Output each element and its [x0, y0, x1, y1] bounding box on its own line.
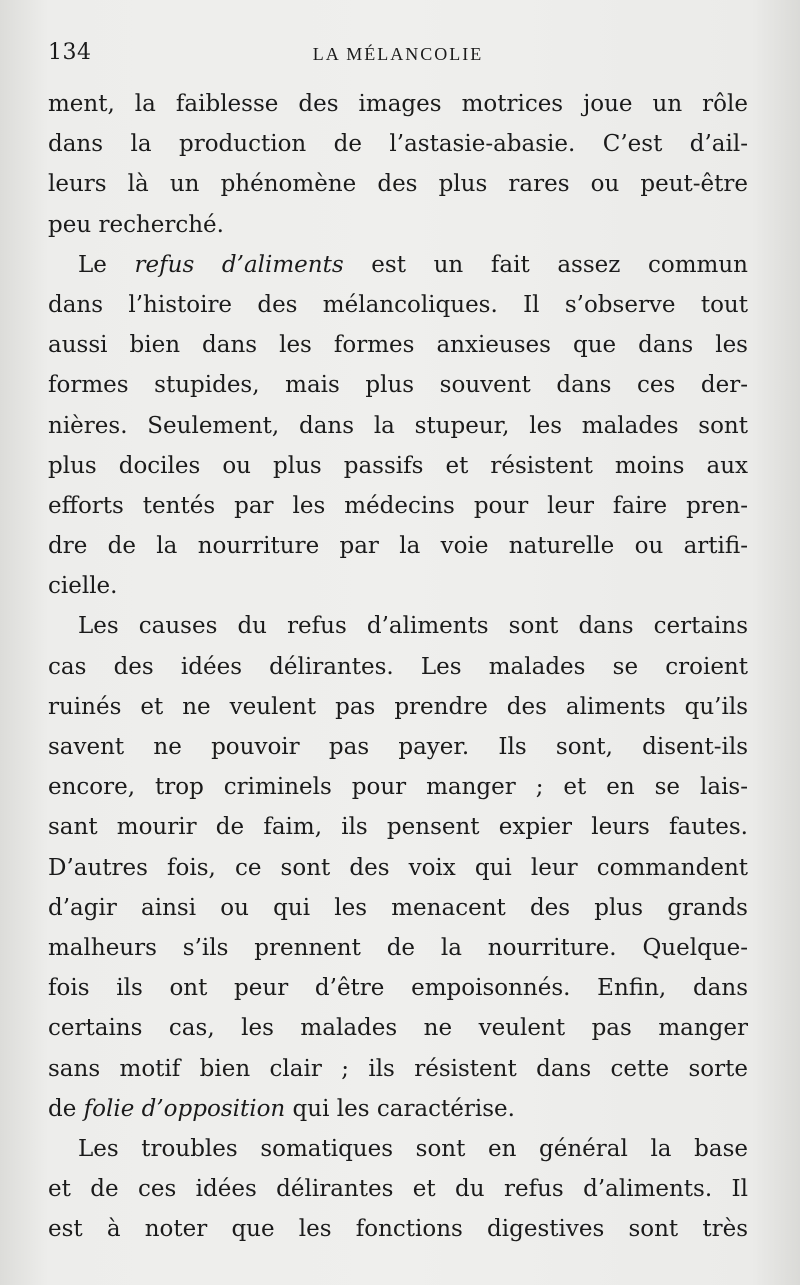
text-line: plus dociles ou plus passifs et résistent moins aux: [48, 452, 748, 479]
running-title: LA MÉLANCOLIE: [312, 44, 484, 64]
text-run: est un fait assez commun: [343, 251, 748, 278]
text-line: dans l’histoire des mélancoliques. Il s’observe tout: [48, 291, 748, 318]
text-line: cas des idées délirantes. Les malades se croient: [48, 653, 748, 680]
text-line: savent ne pouvoir pas payer. Ils sont, disent-ils: [48, 734, 748, 760]
text-line: dre de la nourriture par la voie naturelle ou artifi-: [48, 533, 748, 560]
text-line: nières. Seulement, dans la stupeur, les malades sont: [48, 412, 748, 439]
text-line: dans la production de l’astasie-abasie. C’est d’ail-: [48, 131, 748, 158]
text-line: sans motif bien clair ; ils résistent dans cette sorte: [48, 1055, 748, 1082]
text-line: fois ils ont peur d’être empoisonnés. Enfin, dans: [48, 975, 748, 1002]
text-line: et de ces idées délirantes et du refus d’aliments. Il: [48, 1176, 748, 1203]
text-line: Les causes du refus d’aliments sont dans certains: [78, 613, 748, 640]
text-line: sant mourir de faim, ils pensent expier leurs fautes.: [48, 814, 748, 841]
text-line: Les troubles somatiques sont en général la base: [78, 1135, 748, 1162]
text-line: aussi bien dans les formes anxieuses que dans les: [48, 332, 748, 359]
text-line: leurs là un phénomène des plus rares ou peut-être: [48, 171, 748, 198]
page-number: 134: [48, 40, 92, 65]
text-line: d’agir ainsi ou qui les menacent des plus grands: [48, 894, 748, 921]
text-line: cielle.: [48, 573, 118, 600]
text-run: qui les caractérise.: [285, 1095, 515, 1122]
text-line: est à noter que les fonctions digestives sont très: [48, 1216, 748, 1243]
text-line: ment, la faiblesse des images motrices joue un rôle: [48, 91, 748, 117]
text-line: malheurs s’ils prennent de la nourriture. Quelque-: [48, 934, 748, 961]
italic-term: folie d’opposition: [83, 1095, 286, 1122]
text-line: [48, 245, 748, 285]
italic-term: refus d’aliments: [134, 251, 344, 278]
text-line: efforts tentés par les médecins pour leur faire pren-: [48, 492, 748, 519]
text-line: [48, 1089, 748, 1129]
text-line: certains cas, les malades ne veulent pas manger: [48, 1015, 748, 1042]
text-line: peu recherché.: [48, 211, 224, 238]
text-line: D’autres fois, ce sont des voix qui leur commandent: [48, 854, 748, 881]
page-header: [48, 40, 748, 70]
text-run: Le: [78, 251, 135, 278]
body-text: [48, 84, 748, 1249]
text-line: formes stupides, mais plus souvent dans ces der-: [48, 372, 748, 399]
text-line: encore, trop criminels pour manger ; et en se lais-: [48, 774, 748, 801]
text-line: ruinés et ne veulent pas prendre des aliments qu’ils: [48, 693, 748, 720]
text-run: de: [48, 1095, 84, 1122]
